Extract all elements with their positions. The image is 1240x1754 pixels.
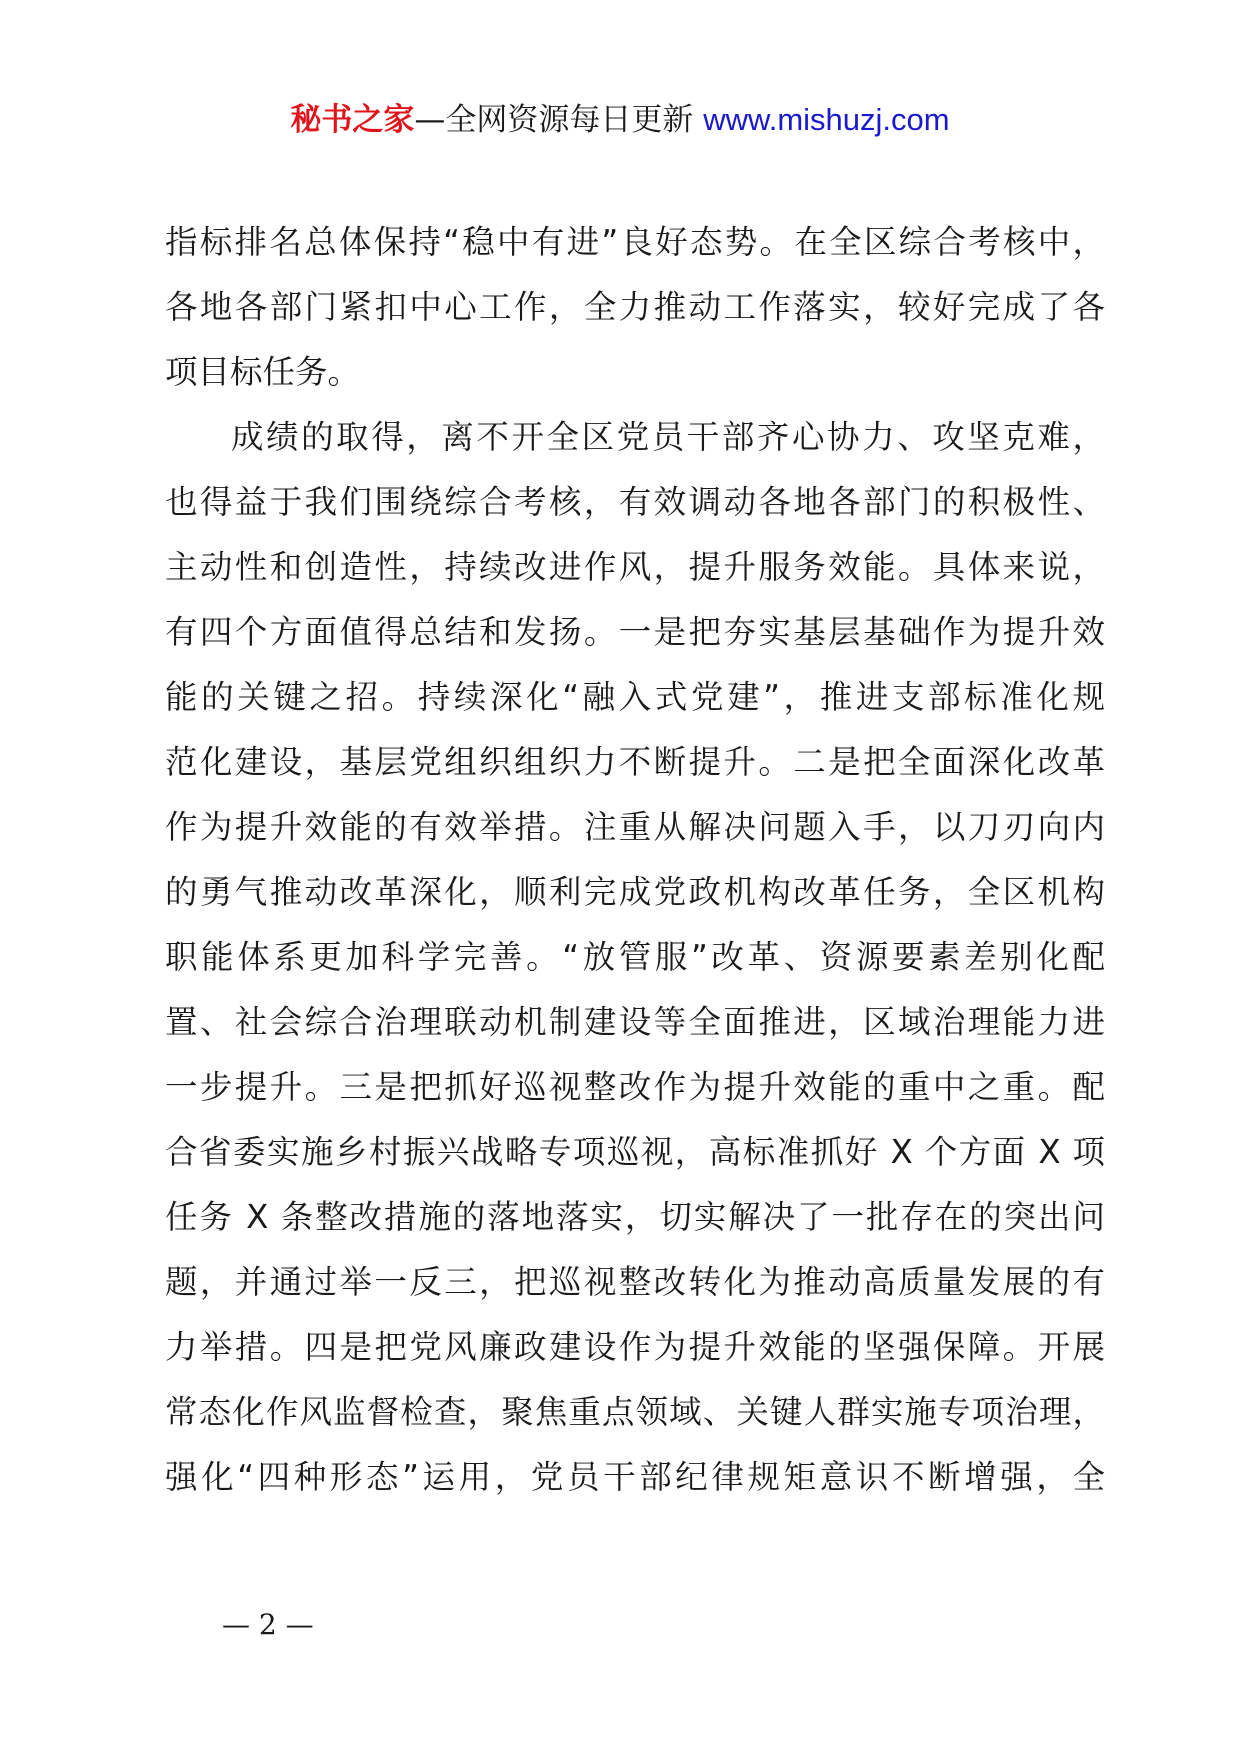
text-line: 一步提升。三是把抓好巡视整改作为提升效能的重中之重。配 (165, 1068, 1105, 1106)
text-line: 主动性和创造性，持续改进作风，提升服务效能。具体来说， (165, 548, 1105, 586)
text-line: 强化“四种形态”运用，党员干部纪律规矩意识不断增强，全 (165, 1458, 1105, 1496)
brand-name: 秘书之家 (290, 102, 415, 138)
text-line: 常态化作风监督检查，聚焦重点领域、关键人群实施专项治理， (165, 1393, 1105, 1431)
text-line: 能的关键之招。持续深化“融入式党建”，推进支部标准化规 (165, 678, 1105, 716)
text-line: 各地各部门紧扣中心工作，全力推动工作落实，较好完成了各 (165, 288, 1105, 326)
website-url[interactable]: www.mishuzj.com (703, 102, 950, 137)
page-number: — 2 — (222, 1608, 314, 1641)
text-line: 合省委实施乡村振兴战略专项巡视，高标准抓好 X 个方面 X 项 (165, 1133, 1105, 1171)
text-line: 题，并通过举一反三，把巡视整改转化为推动高质量发展的有 (165, 1263, 1105, 1301)
header-slogan: —全网资源每日更新 (414, 102, 694, 138)
text-line: 置、社会综合治理联动机制建设等全面推进，区域治理能力进 (165, 1003, 1105, 1041)
text-line: 任务 X 条整改措施的落地落实，切实解决了一批存在的突出问 (165, 1198, 1105, 1236)
text-line: 指标排名总体保持“稳中有进”良好态势。在全区综合考核中， (165, 223, 1105, 261)
text-line: 的勇气推动改革深化，顺利完成党政机构改革任务，全区机构 (165, 873, 1105, 911)
text-line: 也得益于我们围绕综合考核，有效调动各地各部门的积极性、 (165, 483, 1105, 521)
text-line: 范化建设，基层党组织组织力不断提升。二是把全面深化改革 (165, 743, 1105, 781)
text-line: 项目标任务。 (165, 353, 361, 391)
text-line: 职能体系更加科学完善。“放管服”改革、资源要素差别化配 (165, 938, 1105, 976)
text-line: 力举措。四是把党风廉政建设作为提升效能的坚强保障。开展 (165, 1328, 1105, 1366)
page-header (0, 98, 1240, 142)
text-line: 有四个方面值得总结和发扬。一是把夯实基层基础作为提升效 (165, 613, 1105, 651)
text-line: 作为提升效能的有效举措。注重从解决问题入手，以刀刃向内 (165, 808, 1105, 846)
text-line: 成绩的取得，离不开全区党员干部齐心协力、攻坚克难， (231, 418, 1105, 456)
document-body (165, 210, 1105, 1510)
